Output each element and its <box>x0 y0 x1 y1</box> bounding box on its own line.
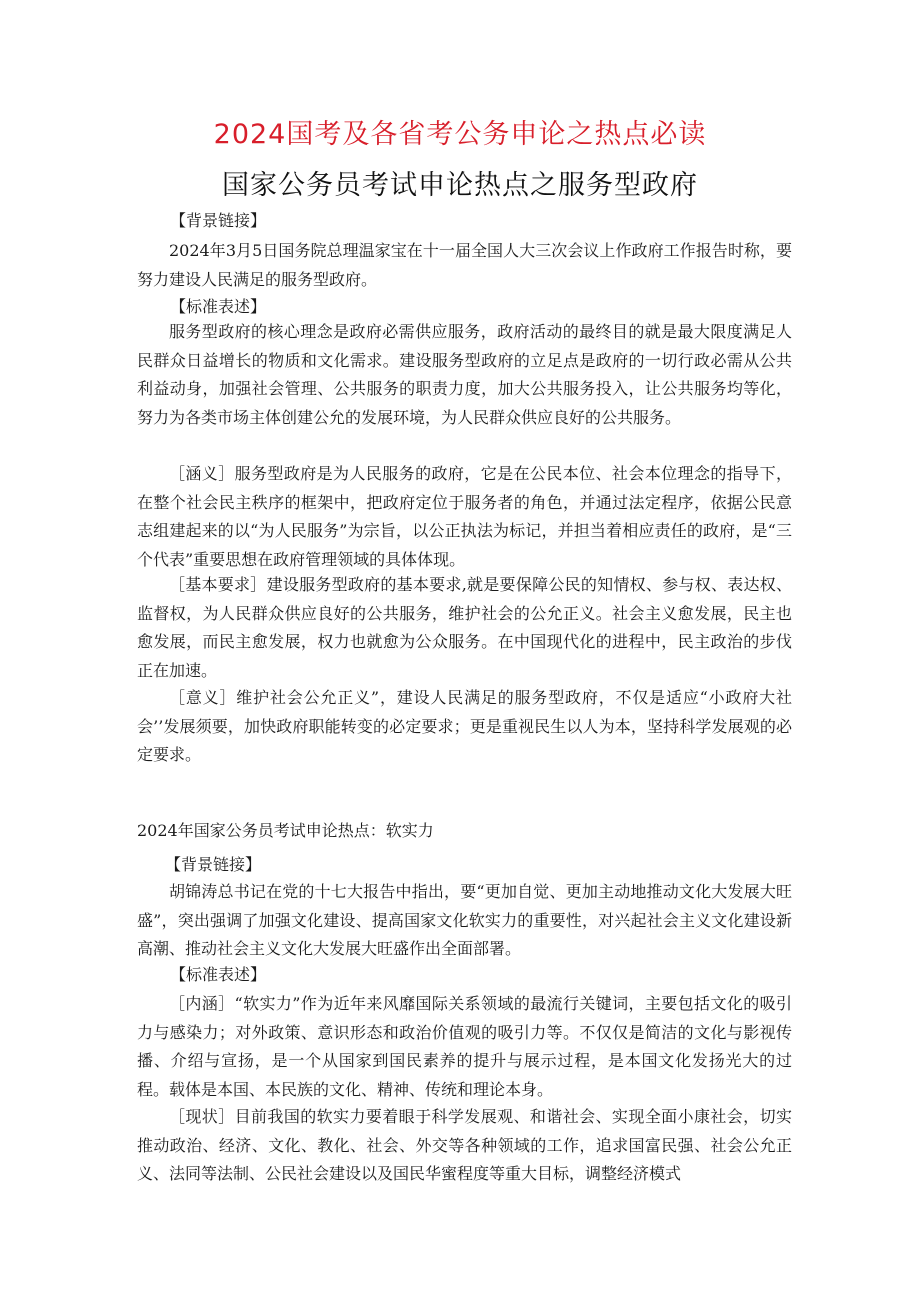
section-1-paragraph-3: ［基本要求］建设服务型政府的基本要求,就是要保障公民的知情权、参与权、表达权、监督权，为人民群众供应良好的公共服务，维护社会的公允正义。社会主义愈发展，民主也愈发展，而民主愈发展，权力也就愈为公众服务。在中国现代化的进程中，民主政治的步伐正在加速。 <box>137 575 792 681</box>
section-2-background-label: 【背景链接】 <box>165 855 262 874</box>
section-2-paragraph-1: ［内涵］“软实力”作为近年来风靡国际关系领域的最流行关键词，主要包括文化的吸引力与感染力；对外政策、意识形态和政治价值观的吸引力等。不仅仅是简洁的文化与影视传播、介绍与宣扬，是一个从国家到国民素养的提升与展示过程，是本国文化发扬光大的过程。载体是本国、本民族的文化、精神、传统和理论本身。 <box>137 994 792 1100</box>
section-1-paragraph-1: 服务型政府的核心理念是政府必需供应服务，政府活动的最终目的就是最大限度满足人民群众日益增长的物质和文化需求。建设服务型政府的立足点是政府的一切行政必需从公共利益动身，加强社会管理、公共服务的职责力度，加大公共服务投入，让公共服务均等化，努力为各类市场主体创建公允的发展环境，为人民群众供应良好的公共服务。 <box>137 322 792 428</box>
document-title: 2024国考及各省考公务申论之热点必读 <box>213 119 707 150</box>
section-1-background-label: 【背景链接】 <box>170 211 267 230</box>
section-2-background-text: 胡锦涛总书记在党的十七大报告中指出，要“更加自觉、更加主动地推动文化大发展大旺盛”，突出强调了加强文化建设、提高国家文化软实力的重要性，对兴起社会主义文化建设新高潮、推动社会主义文化大发展大旺盛作出全面部署。 <box>137 882 792 959</box>
section-1-title: 国家公务员考试申论热点之服务型政府 <box>222 170 698 201</box>
section-1-standard-label: 【标准表述】 <box>170 297 267 316</box>
section-2-paragraph-2: ［现状］目前我国的软实力要着眼于科学发展观、和谐社会、实现全面小康社会，切实推动政治、经济、文化、教化、社会、外交等各种领域的工作，追求国富民强、社会公允正义、法同等法制、公民社会建设以及国民华蜜程度等重大目标，调整经济模式 <box>137 1107 792 1184</box>
section-1-paragraph-2: ［涵义］服务型政府是为人民服务的政府，它是在公民本位、社会本位理念的指导下，在整个社会民主秩序的框架中，把政府定位于服务者的角色，并通过法定程序，依据公民意志组建起来的以“为人民服务”为宗旨，以公正执法为标记，并担当着相应责任的政府，是“三个代表”重要思想在政府管理领域的具体体现。 <box>137 464 792 570</box>
section-2-standard-label: 【标准表述】 <box>170 965 267 984</box>
section-1-background-text: 2024年3月5日国务院总理温家宝在十一届全国人大三次会议上作政府工作报告时称，要努力建设人民满足的服务型政府。 <box>137 241 792 289</box>
section-1-paragraph-4: ［意义］维护社会公允正义”，建设人民满足的服务型政府，不仅是适应“小政府大社会’’发展须要，加快政府职能转变的必定要求；更是重视民生以人为本，坚持科学发展观的必定要求。 <box>137 688 792 765</box>
section-2-title: 2024年国家公务员考试申论热点：软实力 <box>137 821 434 840</box>
